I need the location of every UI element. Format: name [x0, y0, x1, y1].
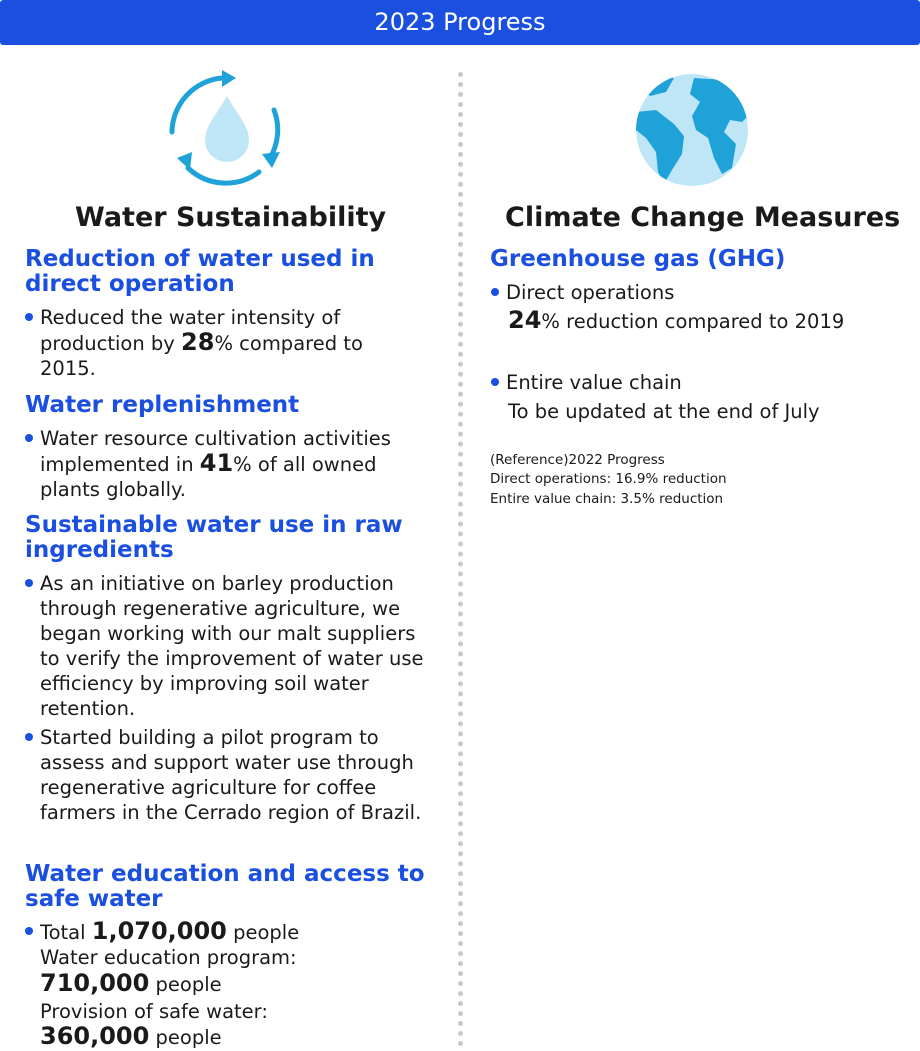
bullet-value-chain: Entire value chain [506, 370, 886, 395]
direct-operations-text: % reduction compared to 2019 [541, 310, 845, 333]
total-label: Total [40, 921, 86, 944]
bullet-barley: As an initiative on barley production through regenerative agriculture, we began working with our malt suppliers to verify the improvement of water use efficiency by improving soil water retention. [40, 571, 435, 721]
bullet-text: Reduced the water intensity of production by [40, 306, 341, 355]
reference-value-chain: Entire value chain: 3.5% reduction [490, 491, 724, 507]
value-chain-text: To be updated at the end of July [508, 400, 820, 423]
bullet-direct-operations: Direct operations [506, 280, 886, 305]
section-heading-ghg: Greenhouse gas (GHG) [490, 246, 786, 272]
header-bar [0, 0, 920, 45]
section-heading-water-reduction: Reduction of water used in direct operation [25, 246, 375, 297]
reference-title: (Reference)2022 Progress [490, 452, 665, 468]
education-program-label: Water education program: [40, 946, 297, 969]
header-title: 2023 Progress [374, 8, 546, 36]
people-label: people [155, 973, 222, 996]
total-value: 1,070,000 [91, 917, 227, 945]
water-intensity-value: 28 [181, 328, 215, 356]
direct-operations-line [508, 308, 844, 334]
education-program-line [40, 971, 222, 997]
people-label: people [233, 921, 300, 944]
safe-water-line [40, 1024, 222, 1050]
bullet-water-resource [40, 426, 420, 502]
water-sustainability-title: Water Sustainability [75, 202, 387, 233]
globe-icon [634, 72, 750, 188]
climate-change-title: Climate Change Measures [505, 202, 901, 233]
section-heading-water-education: Water education and access to safe water [25, 861, 425, 912]
bullet-total-people [40, 919, 420, 945]
bullet-text: % of all owned plants globally. [40, 453, 377, 501]
water-resource-value: 41 [199, 449, 234, 477]
safe-water-value: 360,000 [40, 1022, 150, 1050]
education-program-value: 710,000 [40, 969, 150, 997]
reference-direct-ops: Direct operations: 16.9% reduction [490, 471, 727, 487]
safe-water-label: Provision of safe water: [40, 1000, 268, 1023]
bullet-text: Water resource cultivation activities implemented in [40, 427, 391, 476]
direct-operations-value: 24 [508, 306, 542, 334]
bullet-water-intensity [40, 305, 415, 381]
column-divider [458, 72, 463, 1047]
people-label: people [155, 1026, 222, 1049]
section-heading-water-replenishment: Water replenishment [25, 392, 300, 418]
bullet-coffee: Started building a pilot program to assess and support water use through regenerative agriculture for coffee farmers in the Cerrado region of Brazil. [40, 725, 435, 825]
water-cycle-icon [162, 70, 292, 190]
section-heading-raw-ingredients: Sustainable water use in raw ingredients [25, 512, 403, 563]
bullet-text: % compared to 2015. [40, 332, 363, 380]
